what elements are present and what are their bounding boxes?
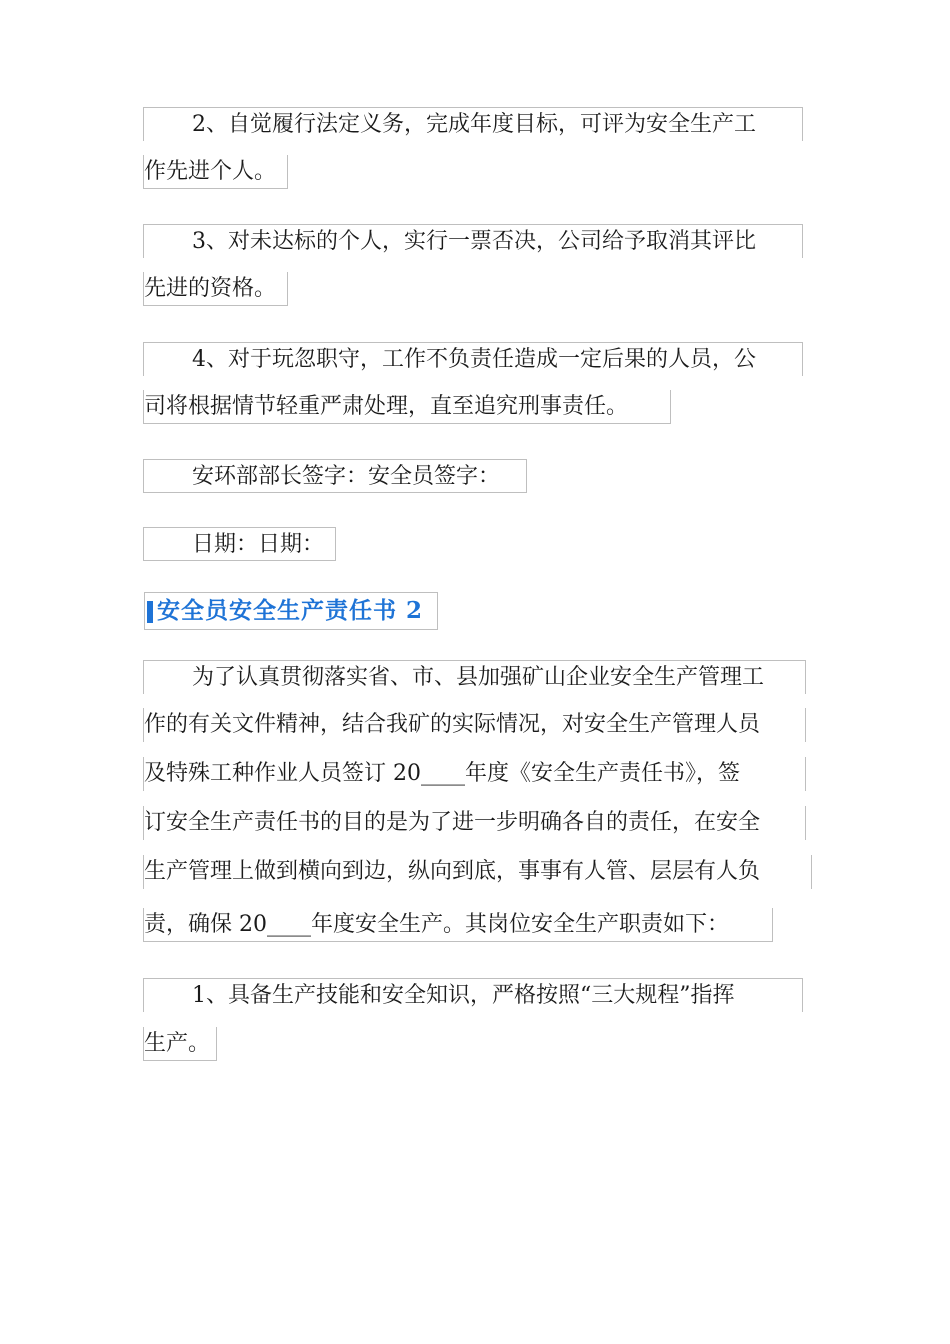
item-1-line-2: 生产。 <box>143 1027 217 1061</box>
paragraph-2-line-2: 作先进个人。 <box>143 155 288 189</box>
item-1-line-1: 1、具备生产技能和安全知识，严格按照“三大规程”指挥 <box>143 978 803 1012</box>
section-heading-text: 安全员安全生产责任书 2 <box>157 597 424 624</box>
signature-line: 安环部部长签字：安全员签字： <box>143 459 527 493</box>
heading-marker <box>147 601 153 623</box>
intro-line-6: 责，确保 20____年度安全生产。其岗位安全生产职责如下： <box>143 908 773 942</box>
intro-line-1: 为了认真贯彻落实省、市、县加强矿山企业安全生产管理工 <box>143 660 806 694</box>
paragraph-4-line-1: 4、对于玩忽职守，工作不负责任造成一定后果的人员，公 <box>143 342 803 376</box>
date-line: 日期：日期： <box>143 527 336 561</box>
paragraph-3-line-2: 先进的资格。 <box>143 272 288 306</box>
section-heading <box>144 592 438 630</box>
paragraph-3-line-1: 3、对未达标的个人，实行一票否决，公司给予取消其评比 <box>143 224 803 258</box>
paragraph-4-line-2: 司将根据情节轻重严肃处理，直至追究刑事责任。 <box>143 390 671 424</box>
paragraph-2-line-1: 2、自觉履行法定义务，完成年度目标，可评为安全生产工 <box>143 107 803 141</box>
intro-line-5: 生产管理上做到横向到边，纵向到底，事事有人管、层层有人负 <box>143 855 812 889</box>
intro-line-2: 作的有关文件精神，结合我矿的实际情况，对安全生产管理人员 <box>143 708 806 742</box>
intro-line-4: 订安全生产责任书的目的是为了进一步明确各自的责任，在安全 <box>143 806 806 840</box>
intro-line-3: 及特殊工种作业人员签订 20____年度《安全生产责任书》，签 <box>143 757 806 791</box>
